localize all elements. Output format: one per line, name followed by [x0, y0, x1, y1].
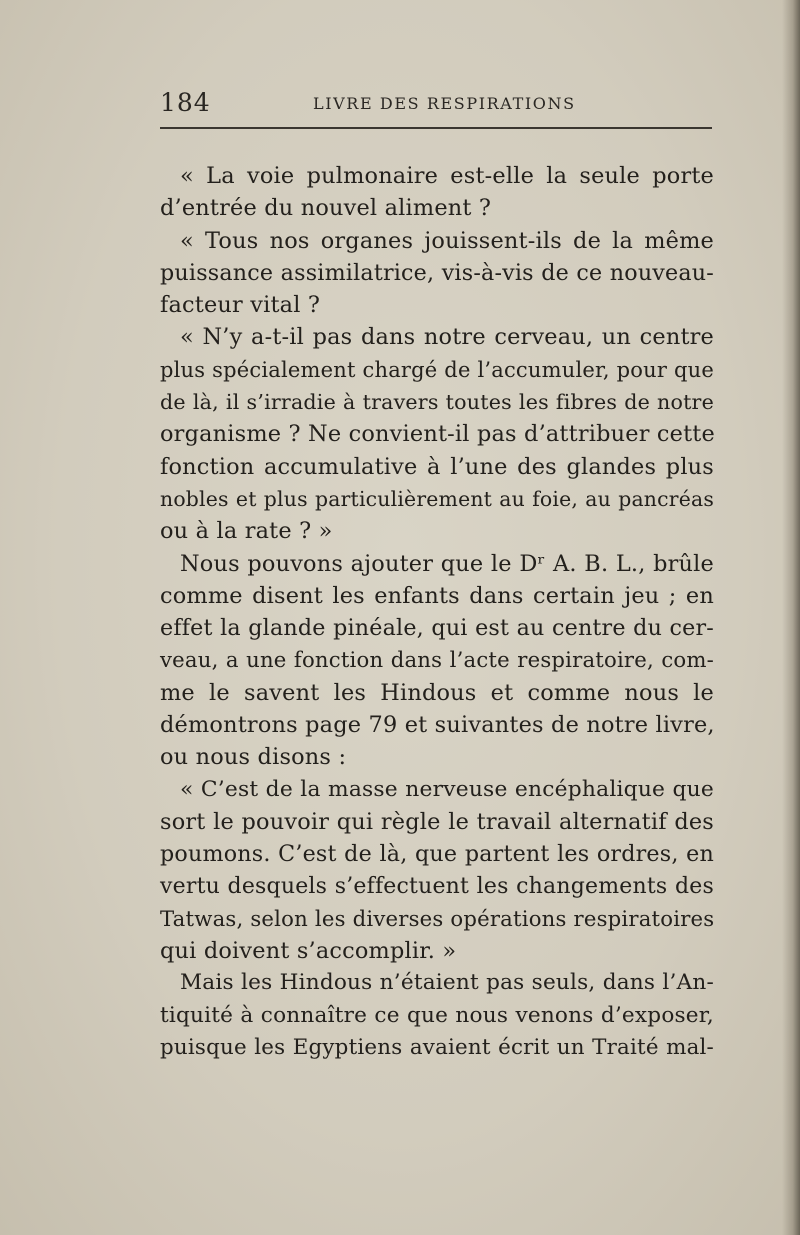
body-text [160, 160, 714, 1064]
text-line: me le savent les Hindous et comme nous le [160, 679, 714, 706]
text-line: Tatwas, selon les diverses opérations respiratoires [160, 905, 715, 931]
text-line: de là, il s’irradie à travers toutes les fibres de notre [160, 390, 714, 415]
text-line: qui doivent s’accomplir. » [160, 938, 457, 965]
text-line: d’entrée du nouvel aliment ? [160, 195, 492, 222]
text-line: Mais les Hindous n’étaient pas seuls, dans l’An- [180, 970, 714, 996]
text-line: « N’y a-t-il pas dans notre cerveau, un centre [180, 324, 714, 351]
page-edge-shadow [782, 0, 800, 1235]
running-title: LIVRE DES RESPIRATIONS [313, 94, 576, 113]
text-line: comme disent les enfants dans certain jeu ; en [160, 582, 714, 609]
text-line: « La voie pulmonaire est-elle la seule porte [180, 163, 714, 189]
text-line: puisque les Egyptiens avaient écrit un Traité mal- [160, 1035, 714, 1061]
text-line: ou à la rate ? » [160, 518, 333, 545]
text-line: poumons. C’est de là, que partent les ordres, en [160, 841, 714, 868]
text-line: veau, a une fonction dans l’acte respiratoire, com- [160, 647, 714, 673]
text-line: « C’est de la masse nerveuse encéphalique que [180, 776, 714, 802]
text-line: Nous pouvons ajouter que le Dʳ A. B. L., brûle [180, 550, 714, 577]
text-line: effet la glande pinéale, qui est au centre du cer- [160, 615, 714, 642]
text-line: « Tous nos organes jouissent-ils de la même [180, 227, 714, 254]
text-line: démontrons page 79 et suivantes de notre livre, [160, 712, 715, 739]
text-line: facteur vital ? [160, 292, 321, 319]
page-number: 184 [160, 88, 211, 117]
text-line: tiquité à connaître ce que nous venons d’exposer, [160, 1002, 714, 1028]
text-line: organisme ? Ne convient-il pas d’attribuer cette [160, 421, 715, 448]
text-line: fonction accumulative à l’une des glandes plus [160, 453, 714, 480]
header-rule [160, 127, 712, 129]
running-header [160, 88, 712, 124]
text-line: vertu desquels s’effectuent les changements des [160, 873, 714, 899]
text-line: nobles et plus particulièrement au foie, au pancréas [160, 486, 714, 511]
text-line: puissance assimilatrice, vis-à-vis de ce nouveau- [160, 259, 714, 286]
text-line: ou nous disons : [160, 744, 347, 771]
text-line: plus spécialement chargé de l’accumuler, pour que [160, 357, 714, 382]
text-line: sort le pouvoir qui règle le travail alternatif des [160, 808, 714, 835]
